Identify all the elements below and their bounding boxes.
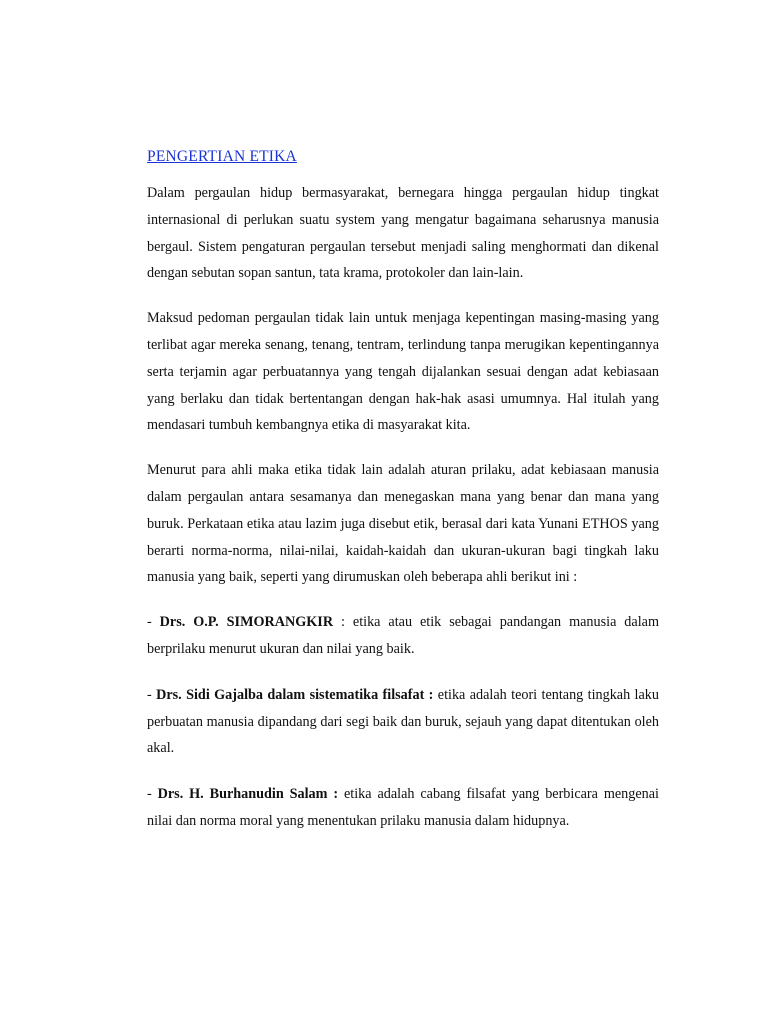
definition-dash: -	[147, 614, 160, 631]
definition-simorangkir	[147, 609, 659, 663]
definition-dash: -	[147, 786, 158, 803]
definition-gajalba	[147, 682, 659, 762]
definition-dash: -	[147, 686, 157, 703]
definition-separator: :	[333, 614, 353, 631]
paragraph-2: Maksud pedoman pergaulan tidak lain untuk menjaga kepentingan masing-masing yang terlibat agar mereka senang, tenang, tentram, terlindung tanpa merugikan kepentingannya serta terjamin agar perbuatannya yang tengah dijalankan sesuai dengan adat kebiasaan yang berlaku dan tidak bertentangan dengan hak-hak asasi umumnya. Hal itulah yang mendasari tumbuh kembangnya etika di masyarakat kita.	[147, 310, 659, 434]
definition-text: etika atau etik sebagai pandangan manusia dalam berprilaku menurut ukuran dan nilai yang baik.	[147, 614, 659, 657]
document-page	[147, 146, 659, 854]
definition-author: Drs. H. Burhanudin Salam :	[157, 786, 339, 803]
definition-author: Drs. O.P. SIMORANGKIR	[159, 614, 334, 631]
definition-text: etika adalah cabang filsafat yang berbicara mengenai nilai dan norma moral yang menentukan prilaku manusia dalam hidupnya.	[147, 786, 660, 829]
definition-author: Drs. Sidi Gajalba dalam sistematika filsafat :	[156, 686, 434, 703]
paragraph-1: Dalam pergaulan hidup bermasyarakat, bernegara hingga pergaulan hidup tingkat internasional di perlukan suatu system yang mengatur bagaimana seharusnya manusia bergaul. Sistem pengaturan pergaulan tersebut menjadi saling menghormati dan dikenal dengan sebutan sopan santun, tata krama, protokoler dan lain-lain.	[147, 185, 659, 282]
document-title: PENGERTIAN ETIKA	[147, 148, 297, 165]
paragraph-3: Menurut para ahli maka etika tidak lain adalah aturan prilaku, adat kebiasaan manusia dalam pergaulan antara sesamanya dan menegaskan mana yang benar dan mana yang buruk. Perkataan etika atau lazim juga disebut etik, berasal dari kata Yunani ETHOS yang berarti norma-norma, nilai-nilai, kaidah-kaidah dan ukuran-ukuran bagi tingkah laku manusia yang baik, seperti yang dirumuskan oleh beberapa ahli berikut ini :	[147, 462, 659, 586]
definition-text: etika adalah teori tentang tingkah laku perbuatan manusia dipandang dari segi baik dan buruk, sejauh yang dapat ditentukan oleh akal.	[147, 686, 659, 757]
definition-salam	[147, 781, 659, 835]
